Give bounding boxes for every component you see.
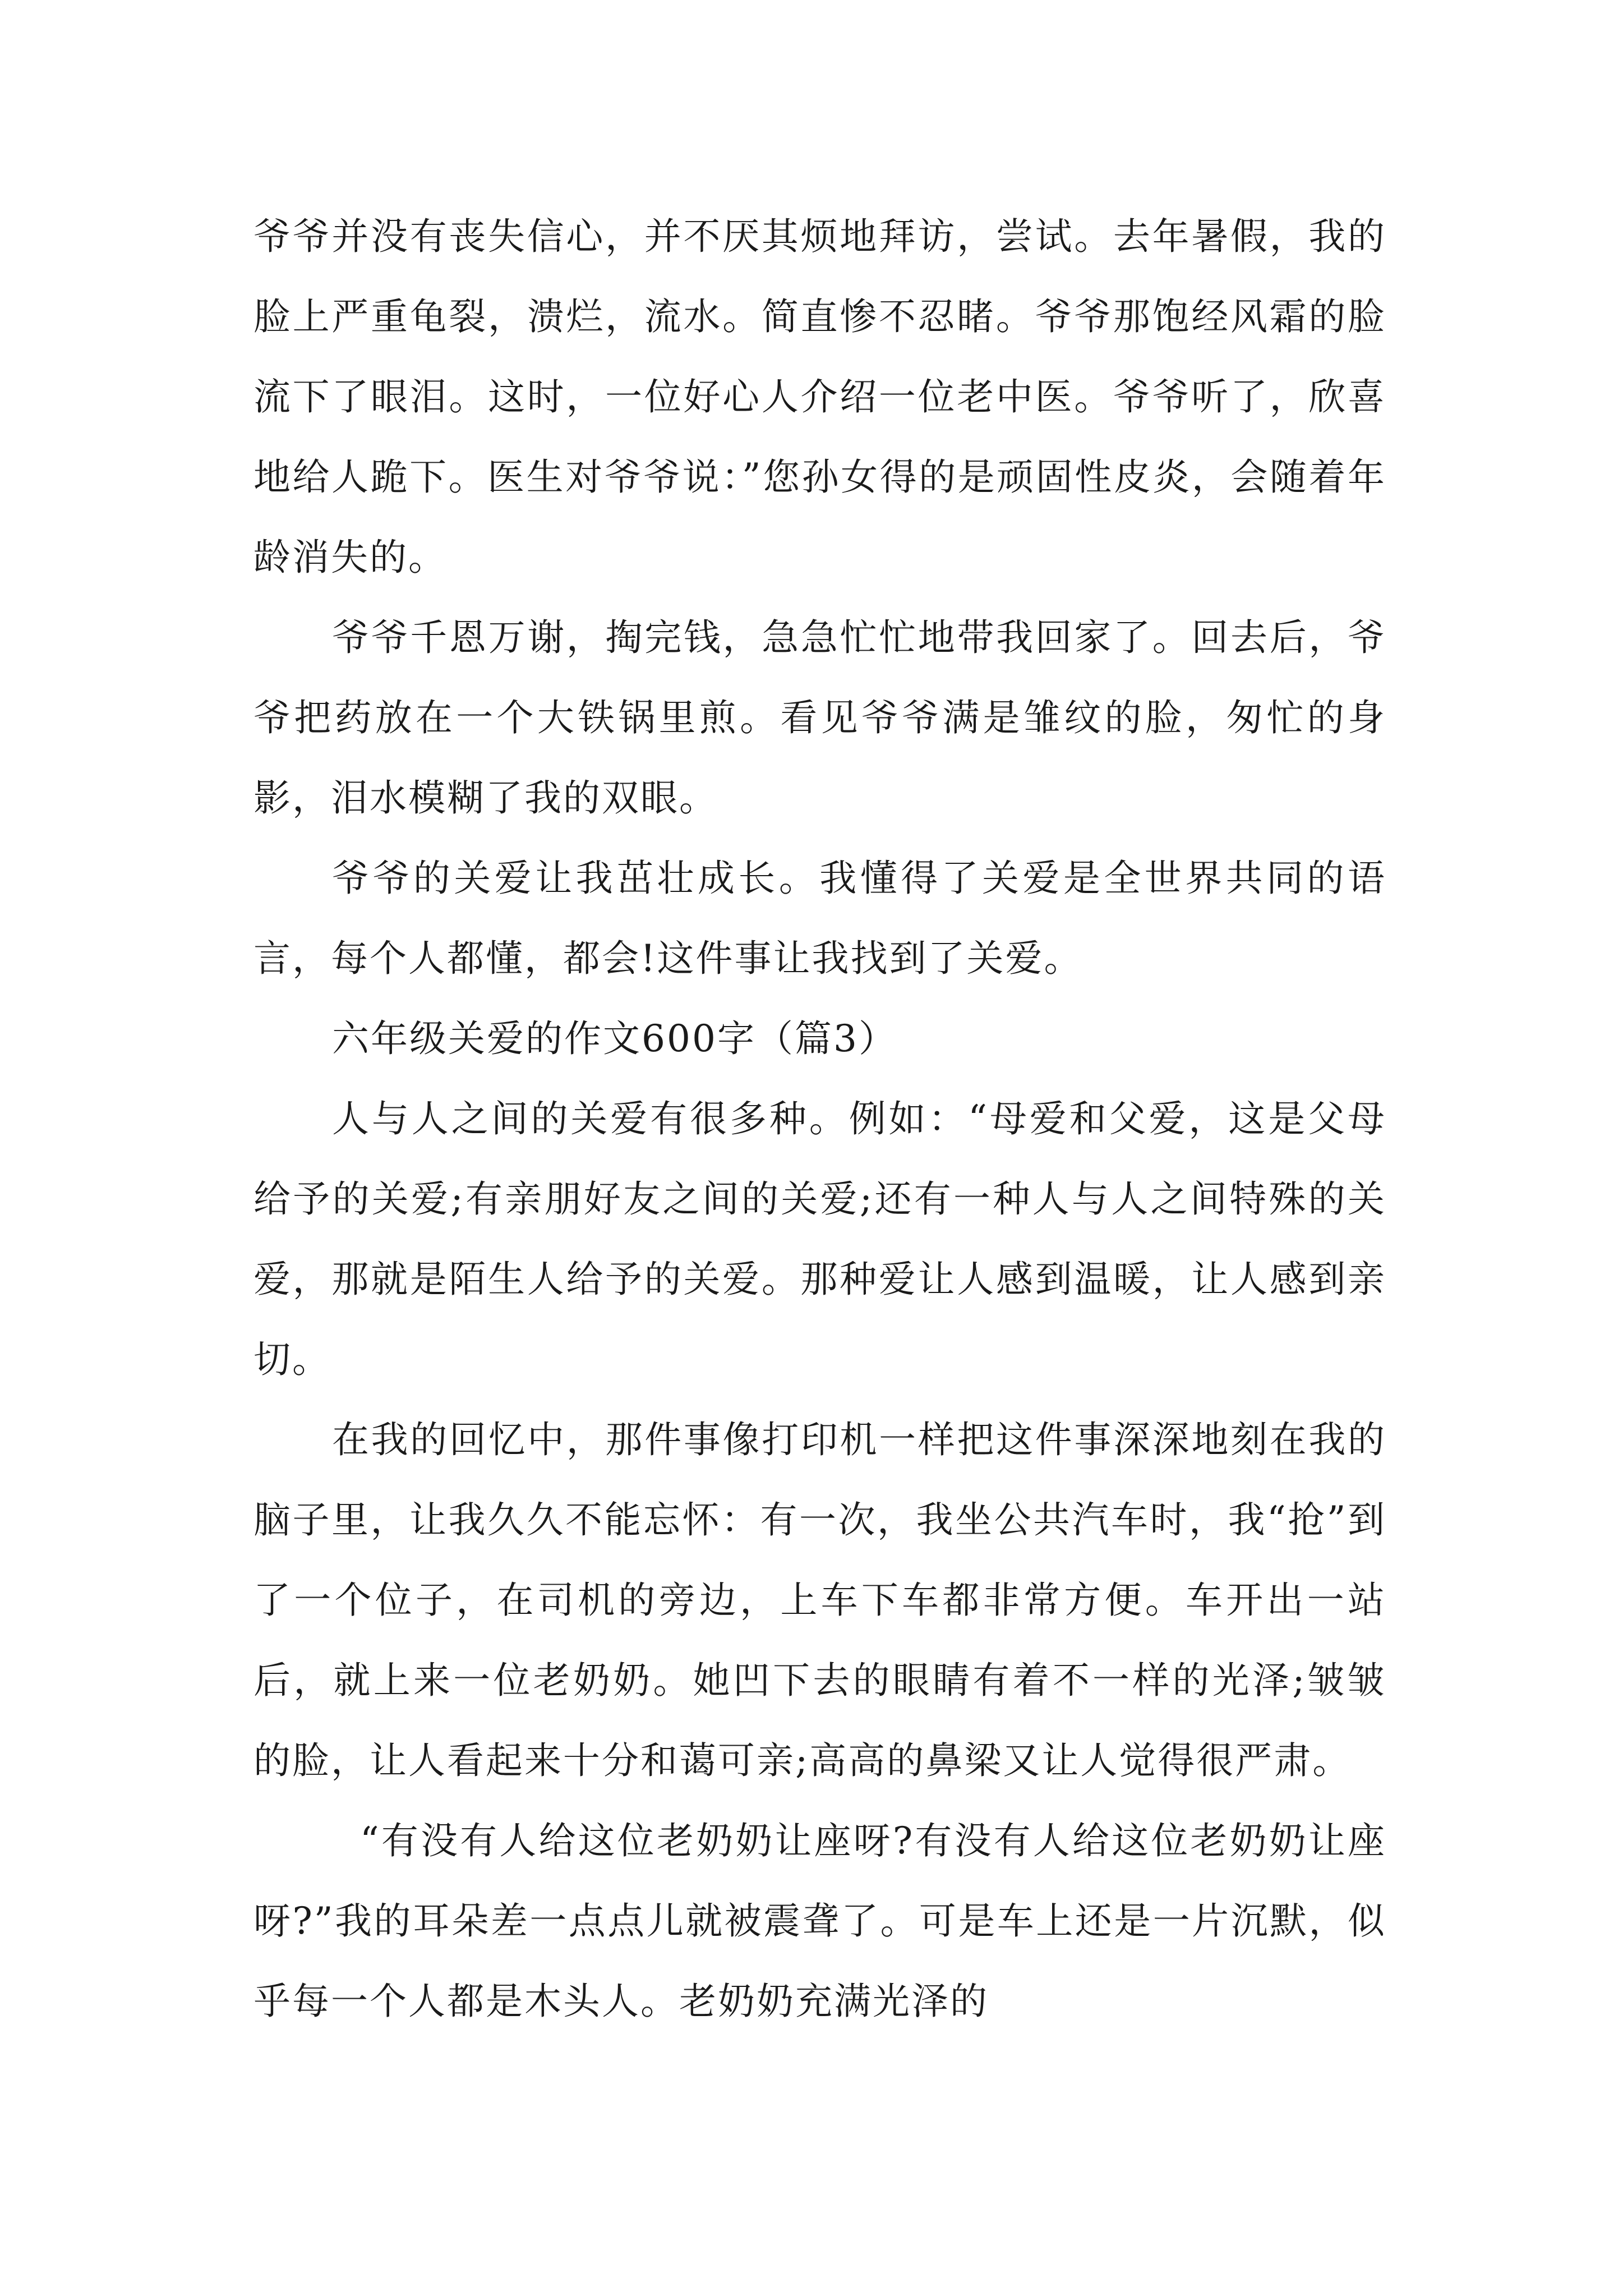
paragraph: 在我的回忆中，那件事像打印机一样把这件事深深地刻在我的脑子里，让我久久不能忘怀：有一次，我坐公共汽车时，我“抢”到了一个位子，在司机的旁边，上车下车都非常方便。车开出一站后，就上来一位老奶奶。她凹下去的眼睛有着不一样的光泽;皱皱的脸，让人看起来十分和蔼可亲;高高的鼻梁又让人觉得很严肃。 — [253, 1418, 1386, 1782]
paragraph: 爷爷并没有丧失信心，并不厌其烦地拜访，尝试。去年暑假，我的脸上严重龟裂，溃烂，流水。简直惨不忍睹。爷爷那饱经风霜的脸流下了眼泪。这时，一位好心人介绍一位老中医。爷爷听了，欣喜地给人跪下。医生对爷爷说：”您孙女得的是顽固性皮炎，会随着年龄消失的。 — [253, 215, 1386, 579]
document-body — [253, 196, 1386, 2041]
section-heading: 六年级关爱的作文600字（篇3） — [332, 1017, 897, 1060]
paragraph: “有没有人给这位老奶奶让座呀?有没有人给这位老奶奶让座呀?”我的耳朵差一点点儿就被震聋了。可是车上还是一片沉默，似乎每一个人都是木头人。老奶奶充满光泽的 — [253, 1819, 1386, 2023]
paragraph: 人与人之间的关爱有很多种。例如：“母爱和父爱，这是父母给予的关爱;有亲朋好友之间的关爱;还有一种人与人之间特殊的关爱，那就是陌生人给予的关爱。那种爱让人感到温暖，让人感到亲切。 — [253, 1097, 1386, 1381]
paragraph: 爷爷千恩万谢，掏完钱，急急忙忙地带我回家了。回去后，爷爷把药放在一个大铁锅里煎。看见爷爷满是雏纹的脸，匆忙的身影，泪水模糊了我的双眼。 — [253, 616, 1386, 820]
paragraph: 爷爷的关爱让我茁壮成长。我懂得了关爱是全世界共同的语言，每个人都懂，都会!这件事让我找到了关爱。 — [253, 857, 1386, 980]
